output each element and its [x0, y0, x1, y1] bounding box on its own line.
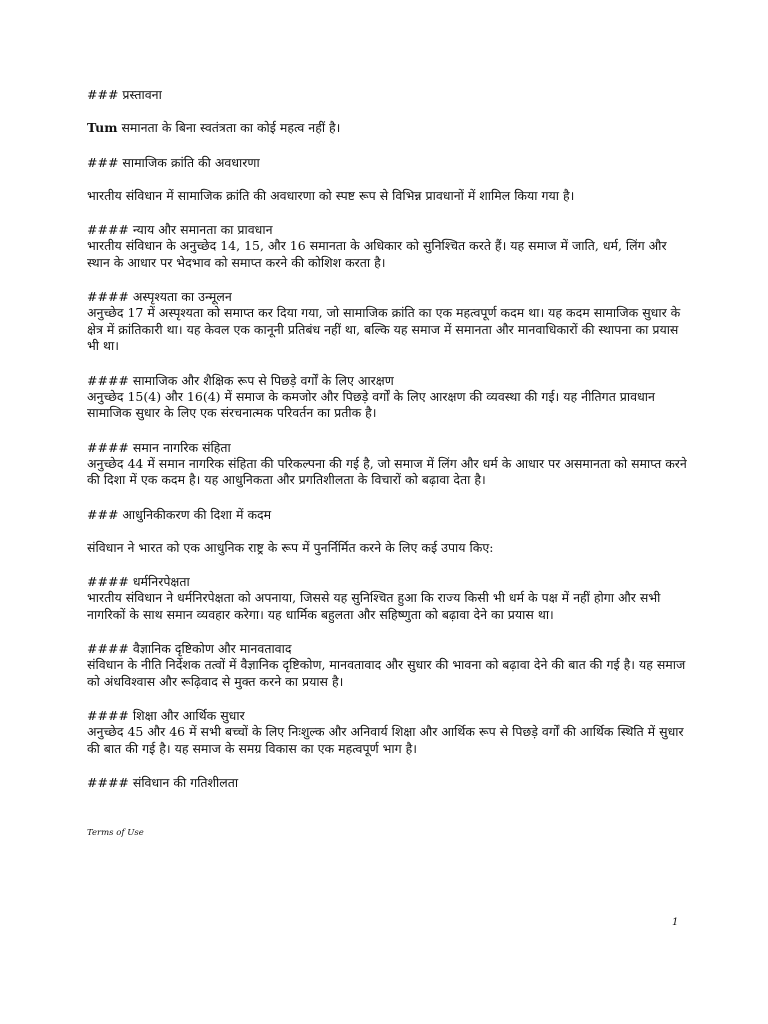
paragraph-arakshan: अनुच्छेद 15(4) और 16(4) में समाज के कमजोर और पिछड़े वर्गों के लिए आरक्षण की व्यवस्था की गई। यह नीतिगत प्रावधान सामाजिक सुधार के लिए एक संरचनात्मक परिवर्तन का प्रतीक है।: [87, 388, 655, 420]
document-body: [87, 86, 687, 791]
heading-gatisheelta: #### संविधान की गतिशीलता: [87, 775, 239, 790]
heading-asprishyata: #### अस्पृश्यता का उन्मूलन: [87, 289, 232, 304]
terms-of-use-link[interactable]: Terms of Use: [87, 828, 144, 838]
paragraph-vaigyanik: संविधान के नीति निर्देशक तत्वों में वैज्ञानिक दृष्टिकोण, मानवतावाद और सुधार की भावना को बढ़ावा देने की बात की गई है। यह समाज को अंधविश्वास और रूढ़िवाद से मुक्त करने का प्रयास है।: [87, 657, 686, 689]
intro-text: समानता के बिना स्वतंत्रता का कोई महत्व नहीं है।: [117, 120, 341, 135]
paragraph-dharmnirpeksh: भारतीय संविधान ने धर्मनिरपेक्षता को अपनाया, जिससे यह सुनिश्चित हुआ कि राज्य किसी भी धर्म के पक्ष में नहीं होगा और सभी नागरिकों के साथ समान व्यवहार करेगा। यह धार्मिक बहुलता और सहिष्णुता को बढ़ावा देने का प्रयास था।: [87, 590, 661, 622]
heading-prastavana: ### प्रस्तावना: [87, 87, 162, 102]
paragraph-samhita: अनुच्छेद 44 में समान नागरिक संहिता की परिकल्पना की गई है, जो समाज में लिंग और धर्म के आधार पर असमानता को समाप्त करने की दिशा में एक कदम है। यह आधुनिकता और प्रगतिशीलता के विचारों को बढ़ावा देता है।: [87, 455, 687, 487]
intro-paragraph: [87, 120, 687, 137]
heading-shiksha: #### शिक्षा और आर्थिक सुधार: [87, 708, 245, 723]
paragraph-asprishyata: अनुच्छेद 17 में अस्पृश्यता को समाप्त कर दिया गया, जो सामाजिक क्रांति का एक महत्वपूर्ण कदम था। यह कदम सामाजिक सुधार के क्षेत्र में क्रांतिकारी था। यह केवल एक कानूनी प्रतिबंध नहीं था, बल्कि यह समाज में समानता और मानवाधिकारों की स्थापना का प्रयास भी था।: [87, 305, 681, 353]
paragraph-shiksha: अनुच्छेद 45 और 46 में सभी बच्चों के लिए निःशुल्क और अनिवार्य शिक्षा और आर्थिक रूप से पिछड़े वर्गों की आर्थिक स्थिति में सुधार की बात की गई है। यह समाज के समग्र विकास का एक महत्वपूर्ण भाग है।: [87, 724, 684, 756]
paragraph-kranti: भारतीय संविधान में सामाजिक क्रांति की अवधारणा को स्पष्ट रूप से विभिन्न प्रावधानों में शामिल किया गया है।: [87, 187, 575, 203]
heading-samhita: #### समान नागरिक संहिता: [87, 439, 231, 455]
heading-vaigyanik: #### वैज्ञानिक दृष्टिकोण और मानवतावाद: [87, 641, 292, 656]
heading-adhunikikaran: ### आधुनिकीकरण की दिशा में कदम: [87, 506, 272, 522]
heading-dharmnirpeksh: #### धर्मनिरपेक्षता: [87, 574, 190, 589]
heading-arakshan: #### सामाजिक और शैक्षिक रूप से पिछड़े वर्गों के लिए आरक्षण: [87, 372, 394, 388]
heading-nyay: #### न्याय और समानता का प्रावधान: [87, 222, 273, 237]
heading-samajik-kranti: ### सामाजिक क्रांति की अवधारणा: [87, 154, 260, 170]
intro-lead-word: Tum: [87, 120, 118, 135]
paragraph-nyay: भारतीय संविधान के अनुच्छेद 14, 15, और 16 समानता के अधिकार को सुनिश्चित करते हैं। यह समाज में जाति, धर्म, लिंग और स्थान के आधार पर भेदभाव को समाप्त करने की कोशिश करता है।: [87, 238, 667, 270]
paragraph-adhunikikaran: संविधान ने भारत को एक आधुनिक राष्ट्र के रूप में पुनर्निर्मित करने के लिए कई उपाय किए:: [87, 539, 494, 555]
page-number: 1: [672, 917, 679, 928]
